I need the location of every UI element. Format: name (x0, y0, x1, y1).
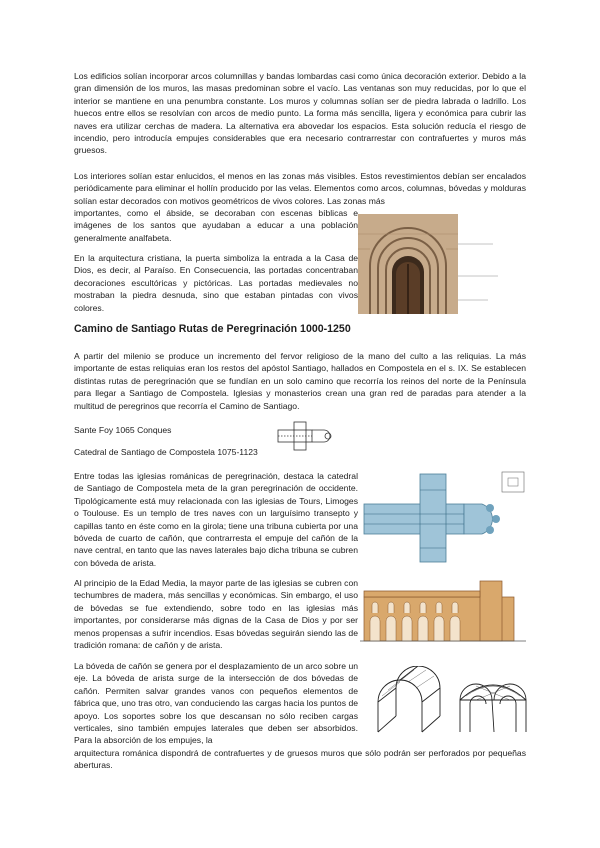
small-plan-drawing (274, 418, 340, 454)
cathedral-floor-plan (358, 470, 526, 570)
paragraph-interiors: Los interiores solían estar enlucidos, el menos en las zonas más visibles. Estos revestimientos debían ser encalados periódicamente para eliminar el hollín producido por las velas. Elementos como arcos, columnas, bóvedas y molduras solían estar decorados con motivos geométricos de vivos colores. Las zonas más (74, 171, 526, 206)
romanesque-portal-image (358, 214, 526, 314)
paragraph-exterior-decoration: Los edificios solían incorporar arcos columnillas y bandas lombardas casi como única decoración exterior. Debido a la gran dimensión de los muros, las masas predominan sobre el vacío. Las ventanas son muy reducidas, por lo que el interior se mantiene en una penumbra constante. Los muros y columnas solían ser de piedra labrada o ladrillo. Los huecos entre ellos se resolvían con arcos de medio punto. La forma más sencilla, ligera y económica para cubrir las naves era utilizar cerchas de madera. La alternativa era abovedar los espacios. Esta solución reducía el riesgo de incendio, pero introducía empujes considerables que era necesario contrarrestar con contrafuertes y muros más gruesos. (74, 71, 526, 156)
paragraph-vault-types-continued: arquitectura románica dispondrá de contrafuertes y de gruesos muros que sólo podrán ser perforados por pequeñas aberturas. (74, 748, 526, 771)
paragraph-portals: En la arquitectura cristiana, la puerta simboliza la entrada a la Casa de Dios, es decir, al Paraíso. En Consecuencia, las portadas concentraban decoraciones escultóricas y pictóricas. Las portadas medievales no mostraban la piedra desnuda, sino que estaban pintadas con vivos colores. (74, 253, 358, 313)
paragraph-interiors-continued: importantes, como el ábside, se decoraban con escenas bíblicas e imágenes de los santos que ayudaban a educar a una población generalmente analfabeta. (74, 208, 358, 243)
paragraph-santiago-cathedral: Entre todas las iglesias románicas de peregrinación, destaca la catedral de Santiago de Compostela meta de la gran peregrinación de occidente. Tipológicamente está muy relacionada con las iglesias de Tours, Limoges o Toulouse. Es un templo de tres naves con un larguísimo transepto y capillas tanto en éste como en la girola; tiene una tribuna cubierta por una bóveda de cuarto de cañón, que contrarresta el empuje del cañón de la nave central, en tanto que las naves laterales bajo dicha tribuna se cubren con bóveda de arista. (74, 471, 358, 568)
barrel-vault-drawing (372, 666, 450, 736)
groin-vault-drawing (456, 666, 530, 736)
caption-santiago-cathedral: Catedral de Santiago de Compostela 1075-1123 (74, 447, 258, 457)
paragraph-vaults-history: Al principio de la Edad Media, la mayor parte de las iglesias se cubren con techumbres de madera, más sencillas y económicas. Sin embargo, el uso de bóvedas se fue extendiendo, sobre todo en las iglesias más importantes, por considerarse más dignas de la Casa de Dios y por ser menos propensas a sufrir incendios. Esas bóvedas seguirán siendo las de tradición romana: de cañón y de arista. (74, 578, 358, 651)
section-heading: Camino de Santiago Rutas de Peregrinación 1000-1250 (74, 323, 351, 335)
paragraph-pilgrimage: A partir del milenio se produce un incremento del fervor religioso de la mano del culto a las reliquias. La más importante de estas reliquias eran los restos del apóstol Santiago, hallados en Compostela en el s. IX. Se establecen distintas rutas de peregrinación que se fundían en un solo camino que recorría los reinos del norte de la Península para llegar a Santiago de Compostela. Iglesias y monasterios crean una gran red de paradas para atender a la multitud de peregrinos que recorría el Camino de Santiago. (74, 351, 526, 411)
cathedral-elevation (360, 577, 526, 647)
paragraph-vault-types: La bóveda de cañón se genera por el desplazamiento de un arco sobre un eje. La bóveda de arista surge de la intersección de dos bóvedas de cañón. Permiten salvar grandes vanos con pequeños elementos de fábrica que, uno tras otro, van conduciendo las cargas hacia los puntos de apoyo. Los soportes sobre los que descansan no sólo reciben cargas verticales, sino también empujes laterales que deben ser absorbidos. Para la absorción de los empujes, la (74, 661, 358, 746)
caption-sante-foy: Sante Foy 1065 Conques (74, 425, 172, 435)
